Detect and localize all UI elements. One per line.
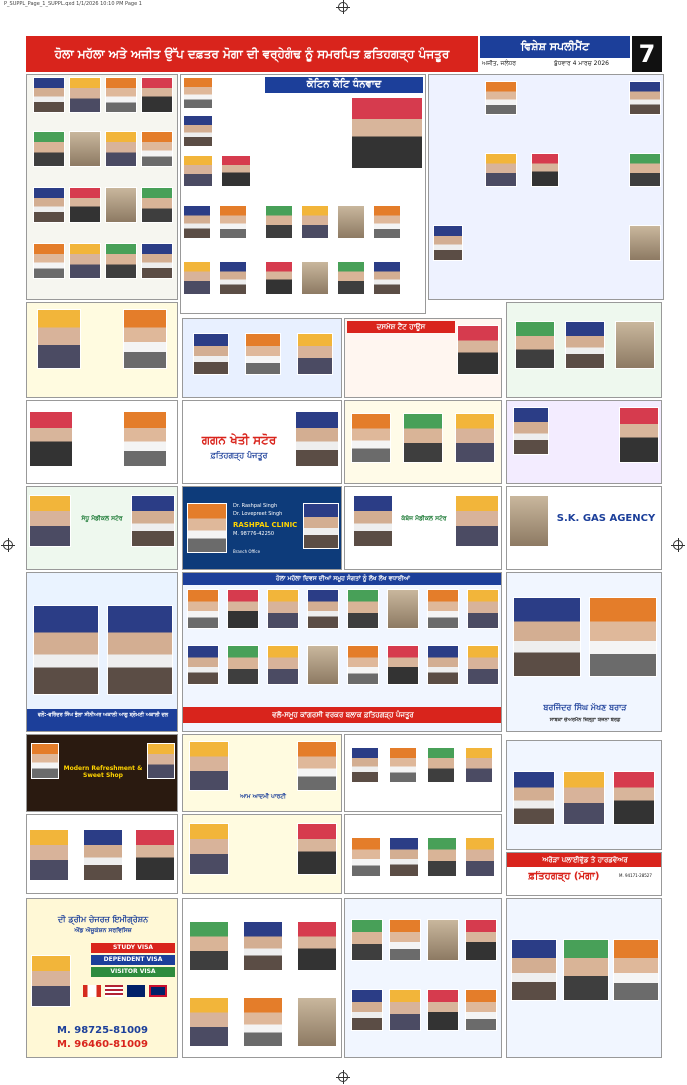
portrait [141,243,173,279]
visa-badge-2: DEPENDENT VISA [91,955,175,965]
portrait [123,411,167,467]
masthead-headline: ਹੋਲਾ ਮਹੱਲਾ ਅਤੇ ਅਜੀਤ ਉੱਪ ਦਫ਼ਤਰ ਮੋਗਾ ਦੀ ਵਰ੍ਹੇਗੰਢ ਨੂੰ ਸਮਰਪਿਤ ਫ਼ਤਿਹਗੜ੍ਹ ਪੰਜਤੂਰ [26,36,478,72]
clinic-branch: Branch Office [233,549,261,554]
immigration-name: ਦੀ ਡ੍ਰੀਮ ਚੇਜਰਜ਼ ਇਮੀਗ੍ਰੇਸ਼ਨ [57,915,149,924]
portrait [189,823,229,875]
portrait [427,747,455,783]
arora-plywood-ad [506,852,662,896]
portrait [245,333,281,375]
portrait [515,321,555,369]
portrait [351,413,391,463]
portrait [33,243,65,279]
flag-usa [105,985,123,997]
portrait [187,589,219,629]
portrait [563,939,609,1001]
akali-greeting-panel [26,572,178,732]
portrait [613,939,659,1001]
portrait [465,747,493,783]
portrait [337,261,365,295]
kamboj-medical-store-ad [344,486,502,570]
greeting-panel-blue [182,318,342,398]
portrait [243,997,283,1047]
immigration-sub: ਐਂਡ ਐਜੂਕੇਸ਼ਨ ਸਰਵਿਸਿਜ਼ [74,927,132,934]
portrait [427,989,459,1031]
crop-mark-right [673,540,683,550]
portrait [457,325,499,375]
portrait [427,645,459,685]
dasmesh-title: ਦਸਮੇਸ਼ ਟੈਂਟ ਹਾਊਸ [347,321,455,333]
hola-mohalla-title: ਹੋਲਾ ਮਹੱਲਾ ਦਿਵਸ ਦੀਆਂ ਸਮੂਹ ਸੰਗਤਾਂ ਨੂੰ ਲੱਖ ਲੱਖ ਵਧਾਈਆਂ [183,573,502,585]
portrait [465,919,497,961]
crop-mark-bottom [338,1072,348,1082]
clinic-doctor: Dr. Rashpal Singh [233,503,278,509]
immigration-phone-2: M. 96460-81009 [57,1039,148,1050]
portrait [141,187,173,223]
masthead [26,36,662,72]
portrait [303,503,339,549]
portrait [467,645,499,685]
portrait [189,921,229,971]
portrait [403,413,443,463]
portrait [123,309,167,369]
portrait [219,261,247,295]
greeting-panel-bottom-mid [182,898,342,1058]
portrait [351,747,379,783]
portrait [615,321,655,369]
modern-title: Modern Refreshment & Sweet Shop [63,765,143,779]
portrait [619,407,659,463]
portrait [193,333,229,375]
portrait [33,131,65,167]
portrait [105,187,137,223]
portrait [147,743,175,779]
greeting-panel-row3-right [506,400,662,484]
greeting-panel-row7-center [344,814,502,894]
greeting-panel-bottom-right [506,898,662,1058]
hola-mohalla-greetings [182,572,502,732]
portrait [563,771,605,825]
portrait [307,589,339,629]
portrait [183,77,213,109]
portrait [373,261,401,295]
portrait [183,261,211,295]
portrait [265,261,293,295]
portrait [373,205,401,239]
portrait [509,495,549,547]
greeting-panel-row7-left [26,814,178,894]
portrait [513,597,581,677]
portrait [187,503,227,553]
portrait [297,741,337,791]
gagan-place: ਫ਼ਤਿਹਗੜ੍ਹ ਪੰਜਤੂਰ [210,451,268,460]
greeting-panel-row7-mid [182,814,342,894]
dasmesh-tent-house-ad [344,318,502,398]
crop-mark-top [338,2,348,12]
greetings-grid-left [26,74,178,300]
portrait [83,829,123,881]
sandhu-title: ਸੰਧੂ ਮੈਡੀਕਲ ਸਟੋਰ [81,515,123,522]
flag-canada [83,985,101,997]
portrait [29,829,69,881]
portrait [29,495,71,547]
portrait [267,645,299,685]
portrait [433,225,463,261]
issue-date: ਬੁੱਧਵਾਰ 4 ਮਾਰਚ 2026 [554,60,609,67]
portrait [69,243,101,279]
greeting-panel-green [506,302,662,398]
modern-refreshment-ad [26,734,178,812]
aap-greeting-panel [182,734,342,812]
portrait [427,589,459,629]
portrait [511,939,557,1001]
supplement-label: ਵਿਸ਼ੇਸ਼ ਸਪਲੀਮੈਂਟ [480,36,630,58]
immigration-ad [26,898,178,1058]
paper-name: ਅਜੀਤ, ਜਲੰਧਰ [482,60,517,67]
portrait [37,309,81,369]
portrait [387,589,419,629]
plywood-title: ਅਰੋੜਾ ਪਲਾਈਵੁੱਡ ਤੇ ਹਾਰਡਵੇਅਰ [507,853,662,867]
portrait [485,81,517,115]
portrait [337,205,365,239]
visa-badge-1: STUDY VISA [91,943,175,953]
portrait [465,989,497,1031]
portrait [629,153,661,187]
portrait [387,645,419,685]
portrait [131,495,175,547]
portrait [301,261,329,295]
sk-gas-title: S.K. GAS AGENCY [556,513,656,524]
portrait [69,187,101,223]
portrait [347,645,379,685]
portrait [531,153,559,187]
portrait [33,187,65,223]
barjinder-name: ਬਰਜਿੰਦਰ ਸਿੰਘ ਮੱਖਣ ਬਰਾੜ [543,703,627,712]
portrait [243,921,283,971]
greeting-panel-bottom-center [344,898,502,1058]
page-number: 7 [632,36,662,72]
portrait [69,77,101,113]
clinic-phone: M. 98776-42250 [233,531,275,537]
plywood-place: ਫ਼ਤਿਹਗੜ੍ਹ (ਮੋਗਾ) [528,871,600,882]
sk-gas-agency-ad [506,486,662,570]
portrait [513,407,549,455]
portrait [105,243,137,279]
portrait [227,645,259,685]
messages-panel [428,74,664,300]
portrait [389,919,421,961]
portrait [565,321,605,369]
portrait [351,919,383,961]
portrait [465,837,495,877]
sandhu-medical-store-ad [26,486,178,570]
portrait [589,597,657,677]
slug-line: P_SUPPL_Page_1_SUPPL.qxd 1/1/2026 10:10 PM Page 1 [4,1,142,7]
portrait [267,589,299,629]
portrait [105,77,137,113]
gagan-kheti-store-ad [182,400,342,484]
portrait [297,333,333,375]
portrait [31,955,71,1007]
portrait [219,205,247,239]
portrait [347,589,379,629]
portrait [183,155,213,187]
visa-badge-3: VISITOR VISA [91,967,175,977]
barjinder-panel [506,572,662,732]
portrait [351,837,381,877]
portrait [297,997,337,1047]
gagan-title: ਗਗਨ ਖੇਤੀ ਸਟੋਰ [201,433,277,447]
plywood-phone: M. 94171-28527 [619,873,652,878]
portrait [389,989,421,1031]
portrait [33,605,99,695]
portrait [485,153,517,187]
flag-australia [127,985,145,997]
portrait [29,411,73,467]
flag-uk [149,985,167,997]
greeting-panel-row6-right [506,740,662,850]
portrait [227,589,259,629]
portrait [107,605,173,695]
clinic-doctor-2: Dr. Lovepreet Singh [233,511,283,517]
rashpal-clinic-ad [182,486,342,570]
portrait [183,205,211,239]
thanks-panel [180,74,426,314]
kamboj-title: ਕੰਬੋਜ ਮੈਡੀਕਲ ਸਟੋਰ [401,515,447,522]
portrait [297,921,337,971]
portrait [265,205,293,239]
greeting-panel-row6-center [344,734,502,812]
portrait [189,741,229,791]
portrait [183,115,213,147]
portrait [141,77,173,113]
portrait [353,495,393,547]
clinic-name: RASHPAL CLINIC [233,521,298,529]
greeting-panel-yellow [26,302,178,398]
portrait [189,997,229,1047]
portrait [455,495,499,547]
crop-mark-left [3,540,13,550]
greeting-panel-row3-left [26,400,178,484]
portrait [513,771,555,825]
portrait [135,829,175,881]
portrait [613,771,655,825]
portrait [629,225,661,261]
aap-party: ਆਮ ਆਦਮੀ ਪਾਰਟੀ [240,793,286,800]
barjinder-sub: ਸਾਬਕਾ ਚੇਅਰਮੈਨ ਜ਼ਿਲ੍ਹਾ ਯੋਜਨਾ ਬੋਰਡ [549,717,621,723]
portrait [427,919,459,961]
greeting-panel-row3-center [344,400,502,484]
portrait [69,131,101,167]
congress-footer: ਵਲੋਂ-ਸਮੂਹ ਕਾਂਗਰਸੀ ਵਰਕਰ ਬਲਾਕ ਫ਼ਤਿਹਗੜ੍ਹ ਪੰਜਤੂਰ [183,707,502,723]
portrait [301,205,329,239]
portrait [141,131,173,167]
portrait [31,743,59,779]
thanks-title: ਕੋਟਿਨ ਕੋਟਿ ਧੰਨਵਾਦ [265,77,423,93]
portrait [427,837,457,877]
portrait [467,589,499,629]
immigration-phone-1: M. 98725-81009 [57,1025,148,1036]
portrait [307,645,339,685]
portrait [221,155,251,187]
portrait-main [351,97,423,169]
portrait [105,131,137,167]
portrait [351,989,383,1031]
portrait [297,823,337,875]
portrait [629,81,661,115]
portrait [187,645,219,685]
portrait [33,77,65,113]
akali-footer: ਵਲੋਂ:-ਵਰਿੰਦਰ ਸਿੰਘ ਭੁੱਲਾ ਸੀਨੀਅਰ ਅਕਾਲੀ ਆਗੂ ਸ਼੍ਰੋਮਣੀ ਅਕਾਲੀ ਦਲ [27,709,178,732]
portrait [389,747,417,783]
portrait [295,411,339,467]
portrait [389,837,419,877]
portrait [455,413,495,463]
